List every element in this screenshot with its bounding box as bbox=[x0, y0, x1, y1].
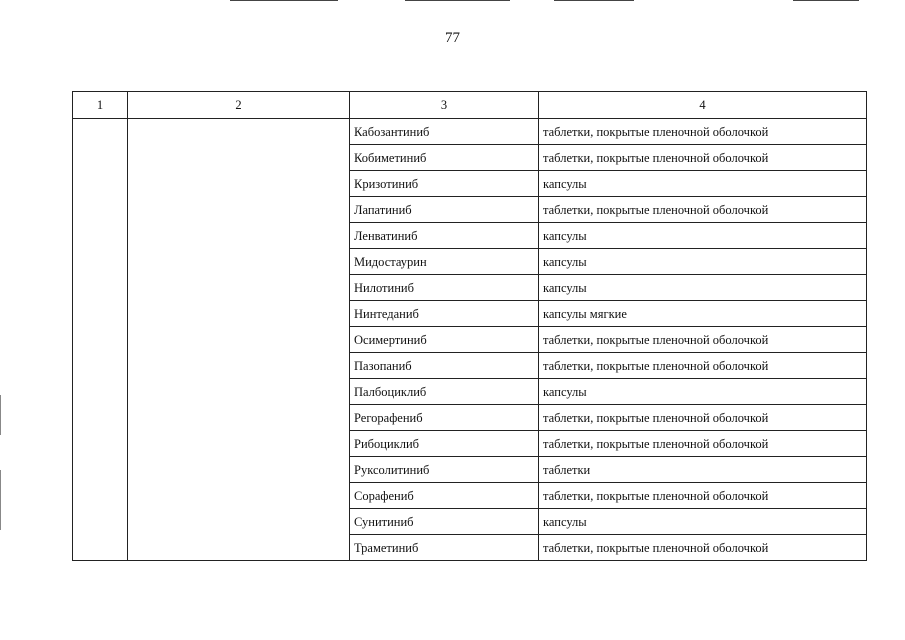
column-1-cell bbox=[73, 119, 128, 561]
column-header-3: 3 bbox=[350, 92, 539, 119]
dosage-form-cell: таблетки, покрытые пленочной оболочкой bbox=[539, 483, 867, 509]
scan-edge-mark bbox=[0, 470, 1, 530]
page-number: 77 bbox=[445, 30, 460, 46]
drug-name-cell: Кабозантиниб bbox=[350, 119, 539, 145]
drug-name-cell: Мидостаурин bbox=[350, 249, 539, 275]
drug-name-cell: Кобиметиниб bbox=[350, 145, 539, 171]
dosage-form-cell: таблетки, покрытые пленочной оболочкой bbox=[539, 353, 867, 379]
column-header-1: 1 bbox=[73, 92, 128, 119]
dosage-form-cell: таблетки, покрытые пленочной оболочкой bbox=[539, 145, 867, 171]
drug-name-cell: Лапатиниб bbox=[350, 197, 539, 223]
dosage-form-cell: таблетки bbox=[539, 457, 867, 483]
dosage-form-cell: таблетки, покрытые пленочной оболочкой bbox=[539, 431, 867, 457]
dosage-form-cell: таблетки, покрытые пленочной оболочкой bbox=[539, 327, 867, 353]
dosage-form-cell: капсулы bbox=[539, 275, 867, 301]
drug-table bbox=[72, 91, 867, 561]
dosage-form-cell: таблетки, покрытые пленочной оболочкой bbox=[539, 119, 867, 145]
dosage-form-cell: капсулы bbox=[539, 171, 867, 197]
drug-name-cell: Траметиниб bbox=[350, 535, 539, 561]
table-body bbox=[73, 119, 867, 561]
dosage-form-cell: таблетки, покрытые пленочной оболочкой bbox=[539, 535, 867, 561]
drug-name-cell: Нилотиниб bbox=[350, 275, 539, 301]
drug-name-cell: Кризотиниб bbox=[350, 171, 539, 197]
drug-name-cell: Пазопаниб bbox=[350, 353, 539, 379]
dosage-form-cell: капсулы bbox=[539, 249, 867, 275]
dosage-form-cell: капсулы мягкие bbox=[539, 301, 867, 327]
drug-name-cell: Сорафениб bbox=[350, 483, 539, 509]
column-header-4: 4 bbox=[539, 92, 867, 119]
table-row bbox=[73, 119, 867, 145]
dosage-form-cell: капсулы bbox=[539, 223, 867, 249]
top-rule bbox=[793, 0, 859, 1]
drug-name-cell: Руксолитиниб bbox=[350, 457, 539, 483]
drug-name-cell: Сунитиниб bbox=[350, 509, 539, 535]
drug-name-cell: Нинтеданиб bbox=[350, 301, 539, 327]
drug-name-cell: Ленватиниб bbox=[350, 223, 539, 249]
column-2-cell bbox=[128, 119, 350, 561]
drug-name-cell: Осимертиниб bbox=[350, 327, 539, 353]
table-header-row bbox=[73, 92, 867, 119]
top-rule bbox=[405, 0, 510, 1]
drug-name-cell: Рибоциклиб bbox=[350, 431, 539, 457]
dosage-form-cell: капсулы bbox=[539, 509, 867, 535]
column-header-2: 2 bbox=[128, 92, 350, 119]
drug-name-cell: Регорафениб bbox=[350, 405, 539, 431]
top-rule bbox=[230, 0, 338, 1]
dosage-form-cell: таблетки, покрытые пленочной оболочкой bbox=[539, 197, 867, 223]
dosage-form-cell: таблетки, покрытые пленочной оболочкой bbox=[539, 405, 867, 431]
top-rule bbox=[554, 0, 634, 1]
scan-edge-mark bbox=[0, 395, 1, 435]
dosage-form-cell: капсулы bbox=[539, 379, 867, 405]
drug-name-cell: Палбоциклиб bbox=[350, 379, 539, 405]
